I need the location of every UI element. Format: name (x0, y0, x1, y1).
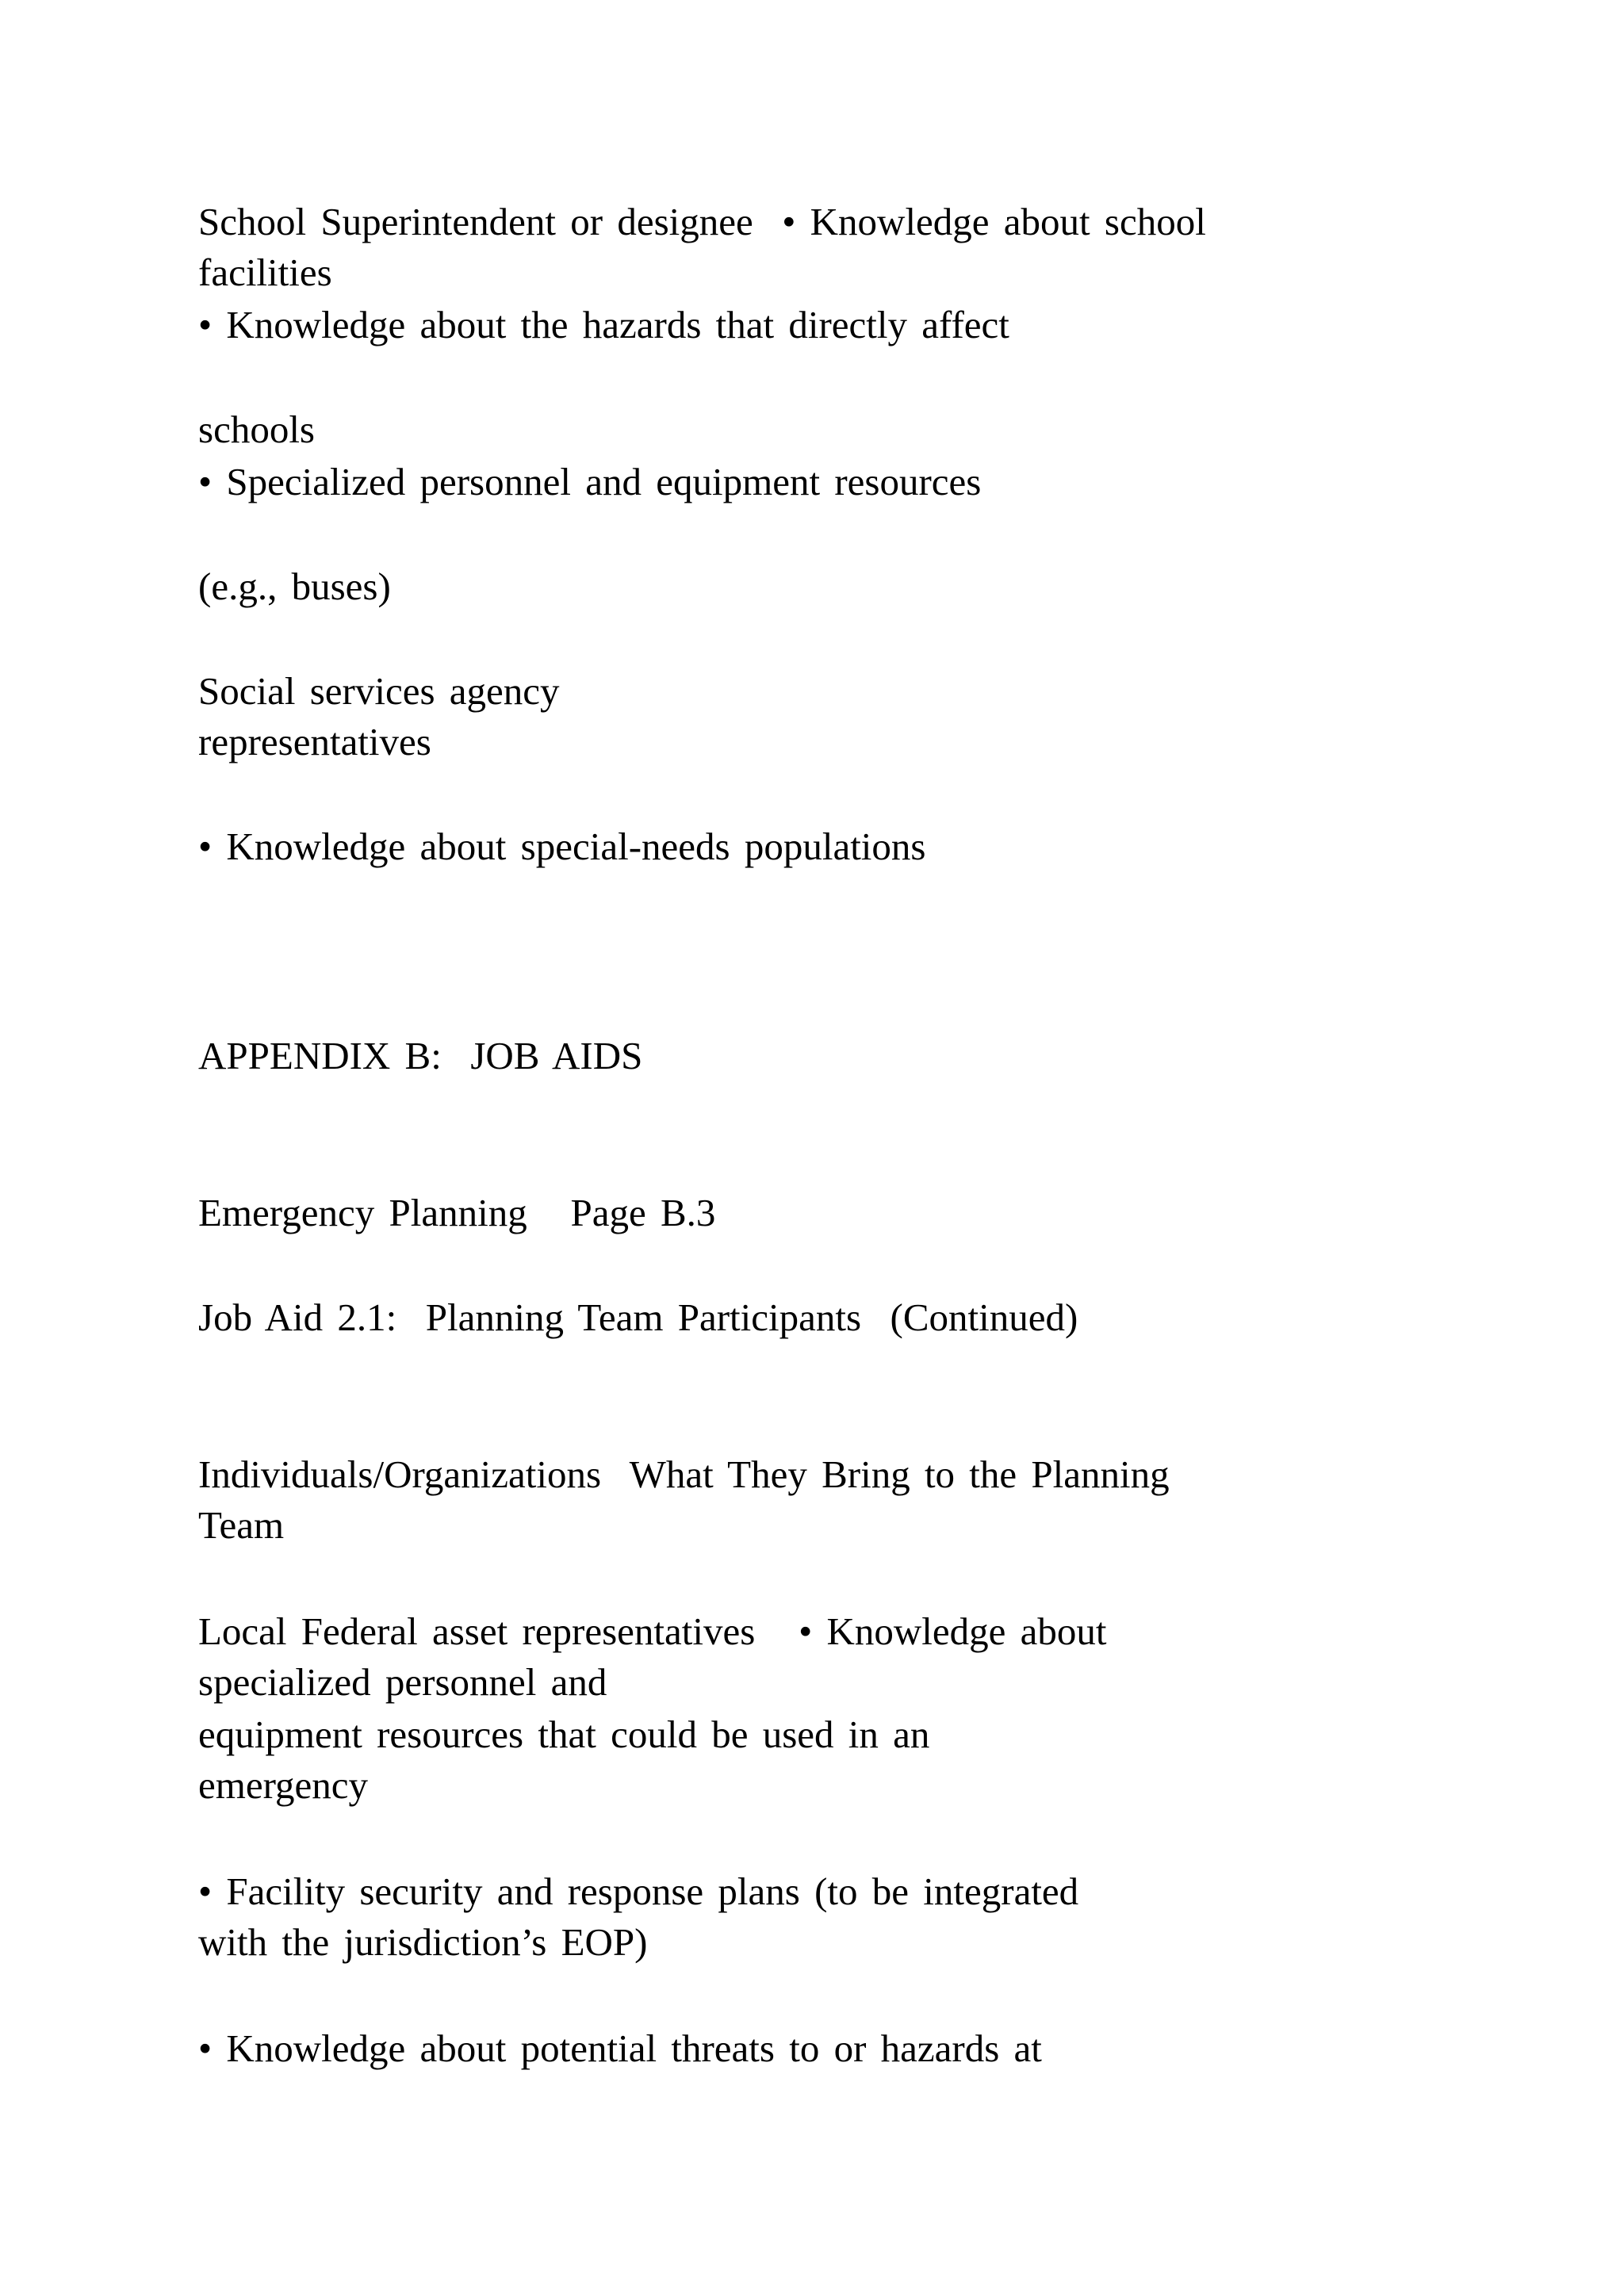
text-line: • Knowledge about special-needs populations (198, 825, 926, 868)
text-line: specialized personnel and (198, 1660, 607, 1704)
text-line: (e.g., buses) (198, 564, 391, 608)
job-aid-title: Job Aid 2.1: Planning Team Participants (Continued) (198, 1295, 1078, 1339)
text-line: Local Federal asset representatives • Knowledge about (198, 1609, 1107, 1653)
text-line: • Facility security and response plans (to be integrated (198, 1869, 1079, 1913)
text-line: Social services agency (198, 669, 560, 713)
table-header: Individuals/Organizations What They Bring to the Planning (198, 1452, 1170, 1496)
page-header: Emergency Planning Page B.3 (198, 1191, 716, 1234)
text-line: • Specialized personnel and equipment resources (198, 460, 982, 503)
text-line: emergency (198, 1763, 369, 1807)
text-line: • Knowledge about the hazards that directly affect (198, 303, 1009, 346)
text-line: facilities (198, 251, 332, 294)
section-heading: APPENDIX B: JOB AIDS (198, 1034, 643, 1077)
text-line: equipment resources that could be used in an (198, 1712, 930, 1756)
text-line: • Knowledge about potential threats to or hazards at (198, 2026, 1042, 2070)
text-line: representatives (198, 720, 431, 763)
table-header: Team (198, 1503, 285, 1547)
text-line: School Superintendent or designee • Knowledge about school (198, 200, 1206, 243)
text-line: schools (198, 408, 315, 451)
text-line: with the jurisdiction’s EOP) (198, 1920, 648, 1964)
